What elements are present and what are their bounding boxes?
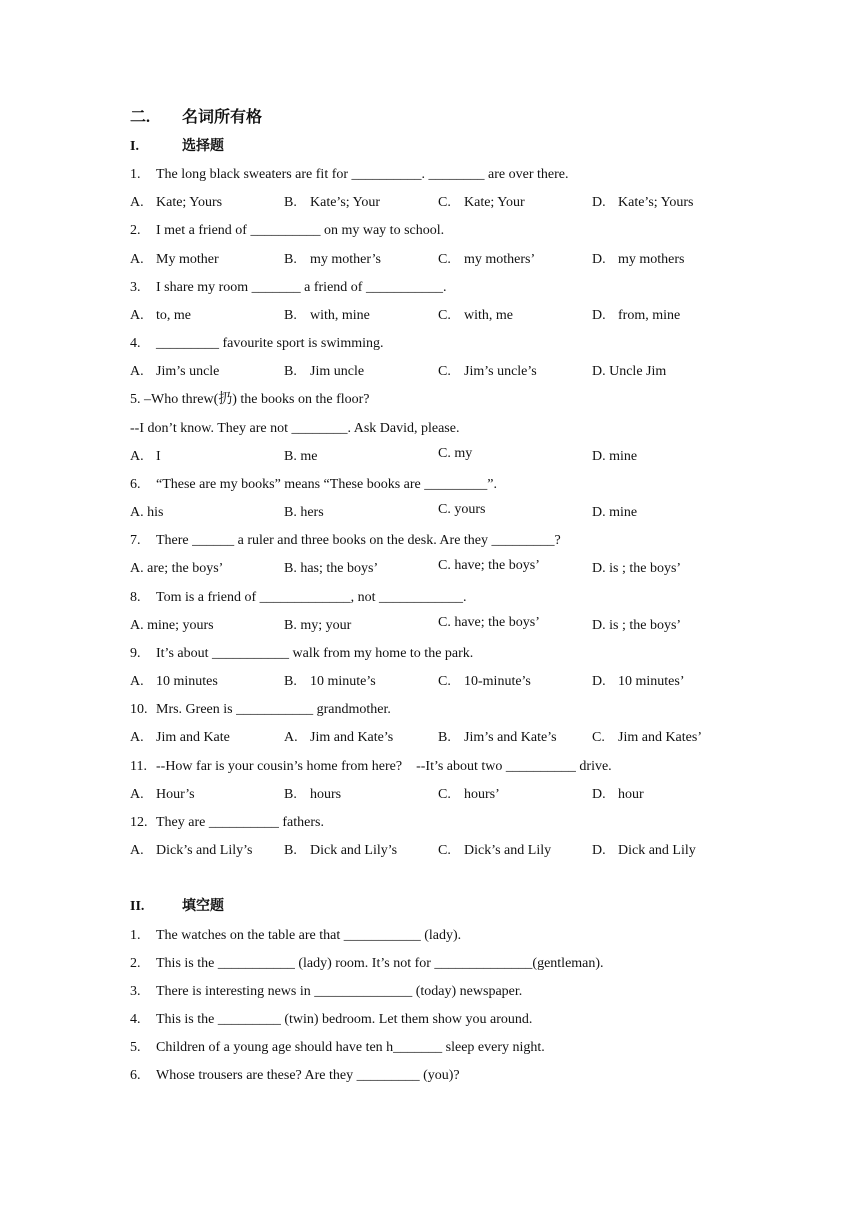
question-text: Tom is a friend of _____________, not ____________. [156,590,467,605]
question-text: --I don’t know. They are not ________. Ask David, please. [130,421,460,436]
question-number: 11. [130,759,147,774]
option-d: D. Uncle Jim [592,364,667,379]
option-b: B. Kate’s; Your [284,195,381,210]
question-text: I share my room _______ a friend of ___________. [156,280,447,295]
option-a: A. Dick’s and Lily’s [130,843,253,858]
question-4 [130,335,384,353]
option-b: B. 10 minute’s [284,674,376,689]
question-number: 5. [130,1040,141,1055]
question-number: 8. [130,590,141,605]
option-c: C. 10-minute’s [438,674,531,689]
question-text: This is the _________ (twin) bedroom. Let them show you around. [156,1012,533,1027]
options-row-8 [130,617,750,635]
option-d: D. 10 minutes’ [592,674,685,689]
options-row-3 [130,307,750,325]
option-b: B. has; the boys’ [284,561,379,576]
option-d: D. mine [592,505,638,520]
question-text: The watches on the table are that ___________ (lady). [156,928,462,943]
question-8 [130,589,467,607]
question-text: --How far is your cousin’s home from here? --It’s about two __________ drive. [156,759,612,774]
question-number: 3. [130,280,141,295]
question-number: 4. [130,1012,141,1027]
question-11 [130,758,612,776]
question-number: 7. [130,533,141,548]
question-number: 10. [130,702,148,717]
question-text: This is the ___________ (lady) room. It’s not for ______________(gentleman). [156,956,604,971]
option-a: A. to, me [130,308,191,323]
option-d: D. from, mine [592,308,681,323]
option-a: A. his [130,505,164,520]
part-number: II. [130,899,145,914]
question-number: 6. [130,1068,141,1083]
option-c: B. Jim’s and Kate’s [438,730,557,745]
options-row-4 [130,363,750,381]
option-b: B. Jim uncle [284,364,365,379]
option-a: A. Jim and Kate [130,730,230,745]
option-d: D. my mothers [592,252,685,267]
options-row-11 [130,786,750,804]
question-text: It’s about ___________ walk from my home to the park. [156,646,474,661]
option-c: C. with, me [438,308,513,323]
question-text: Whose trousers are these? Are they _________ (you)? [156,1068,460,1083]
section-number: 二. [130,109,151,126]
question-number: 2. [130,223,141,238]
question-text: Children of a young age should have ten h_______ sleep every night. [156,1040,545,1055]
option-a: A. Jim’s uncle [130,364,220,379]
question-text: “These are my books” means “These books are _________”. [156,477,497,492]
part-heading-fill [130,898,224,916]
question-text: 5. –Who threw(扔) the books on the floor? [130,392,370,407]
options-row-6 [130,504,750,522]
option-d: D. mine [592,449,638,464]
option-c: C. my [438,446,473,461]
part-number: I. [130,139,139,154]
option-b: B. me [284,449,318,464]
part-heading-choice [130,138,224,156]
option-d: D. is ; the boys’ [592,561,682,576]
question-number: 1. [130,928,141,943]
fill-question-5 [130,1039,545,1057]
option-c: C. Dick’s and Lily [438,843,552,858]
option-c: C. hours’ [438,787,500,802]
fill-question-3 [130,983,522,1001]
option-a: A. My mother [130,252,219,267]
question-1 [130,166,568,184]
question-text: _________ favourite sport is swimming. [156,336,384,351]
question-number: 12. [130,815,148,830]
option-b: B. with, mine [284,308,370,323]
option-d: C. Jim and Kates’ [592,730,702,745]
section-title: 名词所有格 [182,109,263,126]
part-title: 填空题 [182,899,224,914]
option-c: C. Jim’s uncle’s [438,364,537,379]
option-d: D. hour [592,787,644,802]
question-text: The long black sweaters are fit for __________. ________ are over there. [156,167,569,182]
options-row-1 [130,194,750,212]
fill-question-2 [130,955,604,973]
options-row-10 [130,729,750,747]
question-text: They are __________ fathers. [156,815,324,830]
section-heading [130,109,262,127]
options-row-12 [130,842,750,860]
question-number: 3. [130,984,141,999]
option-d: D. Dick and Lily [592,843,696,858]
options-row-5 [130,448,750,466]
option-a: A. I [130,449,161,464]
question-7 [130,532,561,550]
option-c: C. yours [438,502,486,517]
question-5-line-2 [130,420,459,438]
option-b: B. Dick and Lily’s [284,843,398,858]
question-number: 9. [130,646,141,661]
question-text: There ______ a ruler and three books on the desk. Are they _________? [156,533,561,548]
option-c: C. have; the boys’ [438,615,540,630]
question-text: I met a friend of __________ on my way to school. [156,223,445,238]
question-number: 4. [130,336,141,351]
fill-question-1 [130,927,461,945]
part-title: 选择题 [182,139,224,154]
question-5 [130,391,370,409]
question-number: 2. [130,956,141,971]
fill-question-6 [130,1067,460,1085]
option-c: C. have; the boys’ [438,558,540,573]
option-b: B. my; your [284,618,352,633]
option-d: D. Kate’s; Yours [592,195,694,210]
option-a: A. mine; yours [130,618,214,633]
option-a: A. Kate; Yours [130,195,223,210]
question-text: Mrs. Green is ___________ grandmother. [156,702,391,717]
question-text: There is interesting news in ______________ (today) newspaper. [156,984,523,999]
options-row-9 [130,673,750,691]
question-6 [130,476,497,494]
option-a: A. 10 minutes [130,674,218,689]
option-b: B. hers [284,505,324,520]
options-row-2 [130,251,750,269]
option-b: A. Jim and Kate’s [284,730,394,745]
question-10 [130,701,391,719]
option-b: B. my mother’s [284,252,381,267]
option-d: D. is ; the boys’ [592,618,682,633]
option-a: A. are; the boys’ [130,561,224,576]
question-number: 1. [130,167,141,182]
question-2 [130,222,444,240]
options-row-7 [130,560,750,578]
question-3 [130,279,446,297]
option-a: A. Hour’s [130,787,195,802]
question-number: 6. [130,477,141,492]
question-9 [130,645,473,663]
fill-question-4 [130,1011,532,1029]
option-b: B. hours [284,787,342,802]
option-c: C. my mothers’ [438,252,536,267]
option-c: C. Kate; Your [438,195,525,210]
question-12 [130,814,324,832]
